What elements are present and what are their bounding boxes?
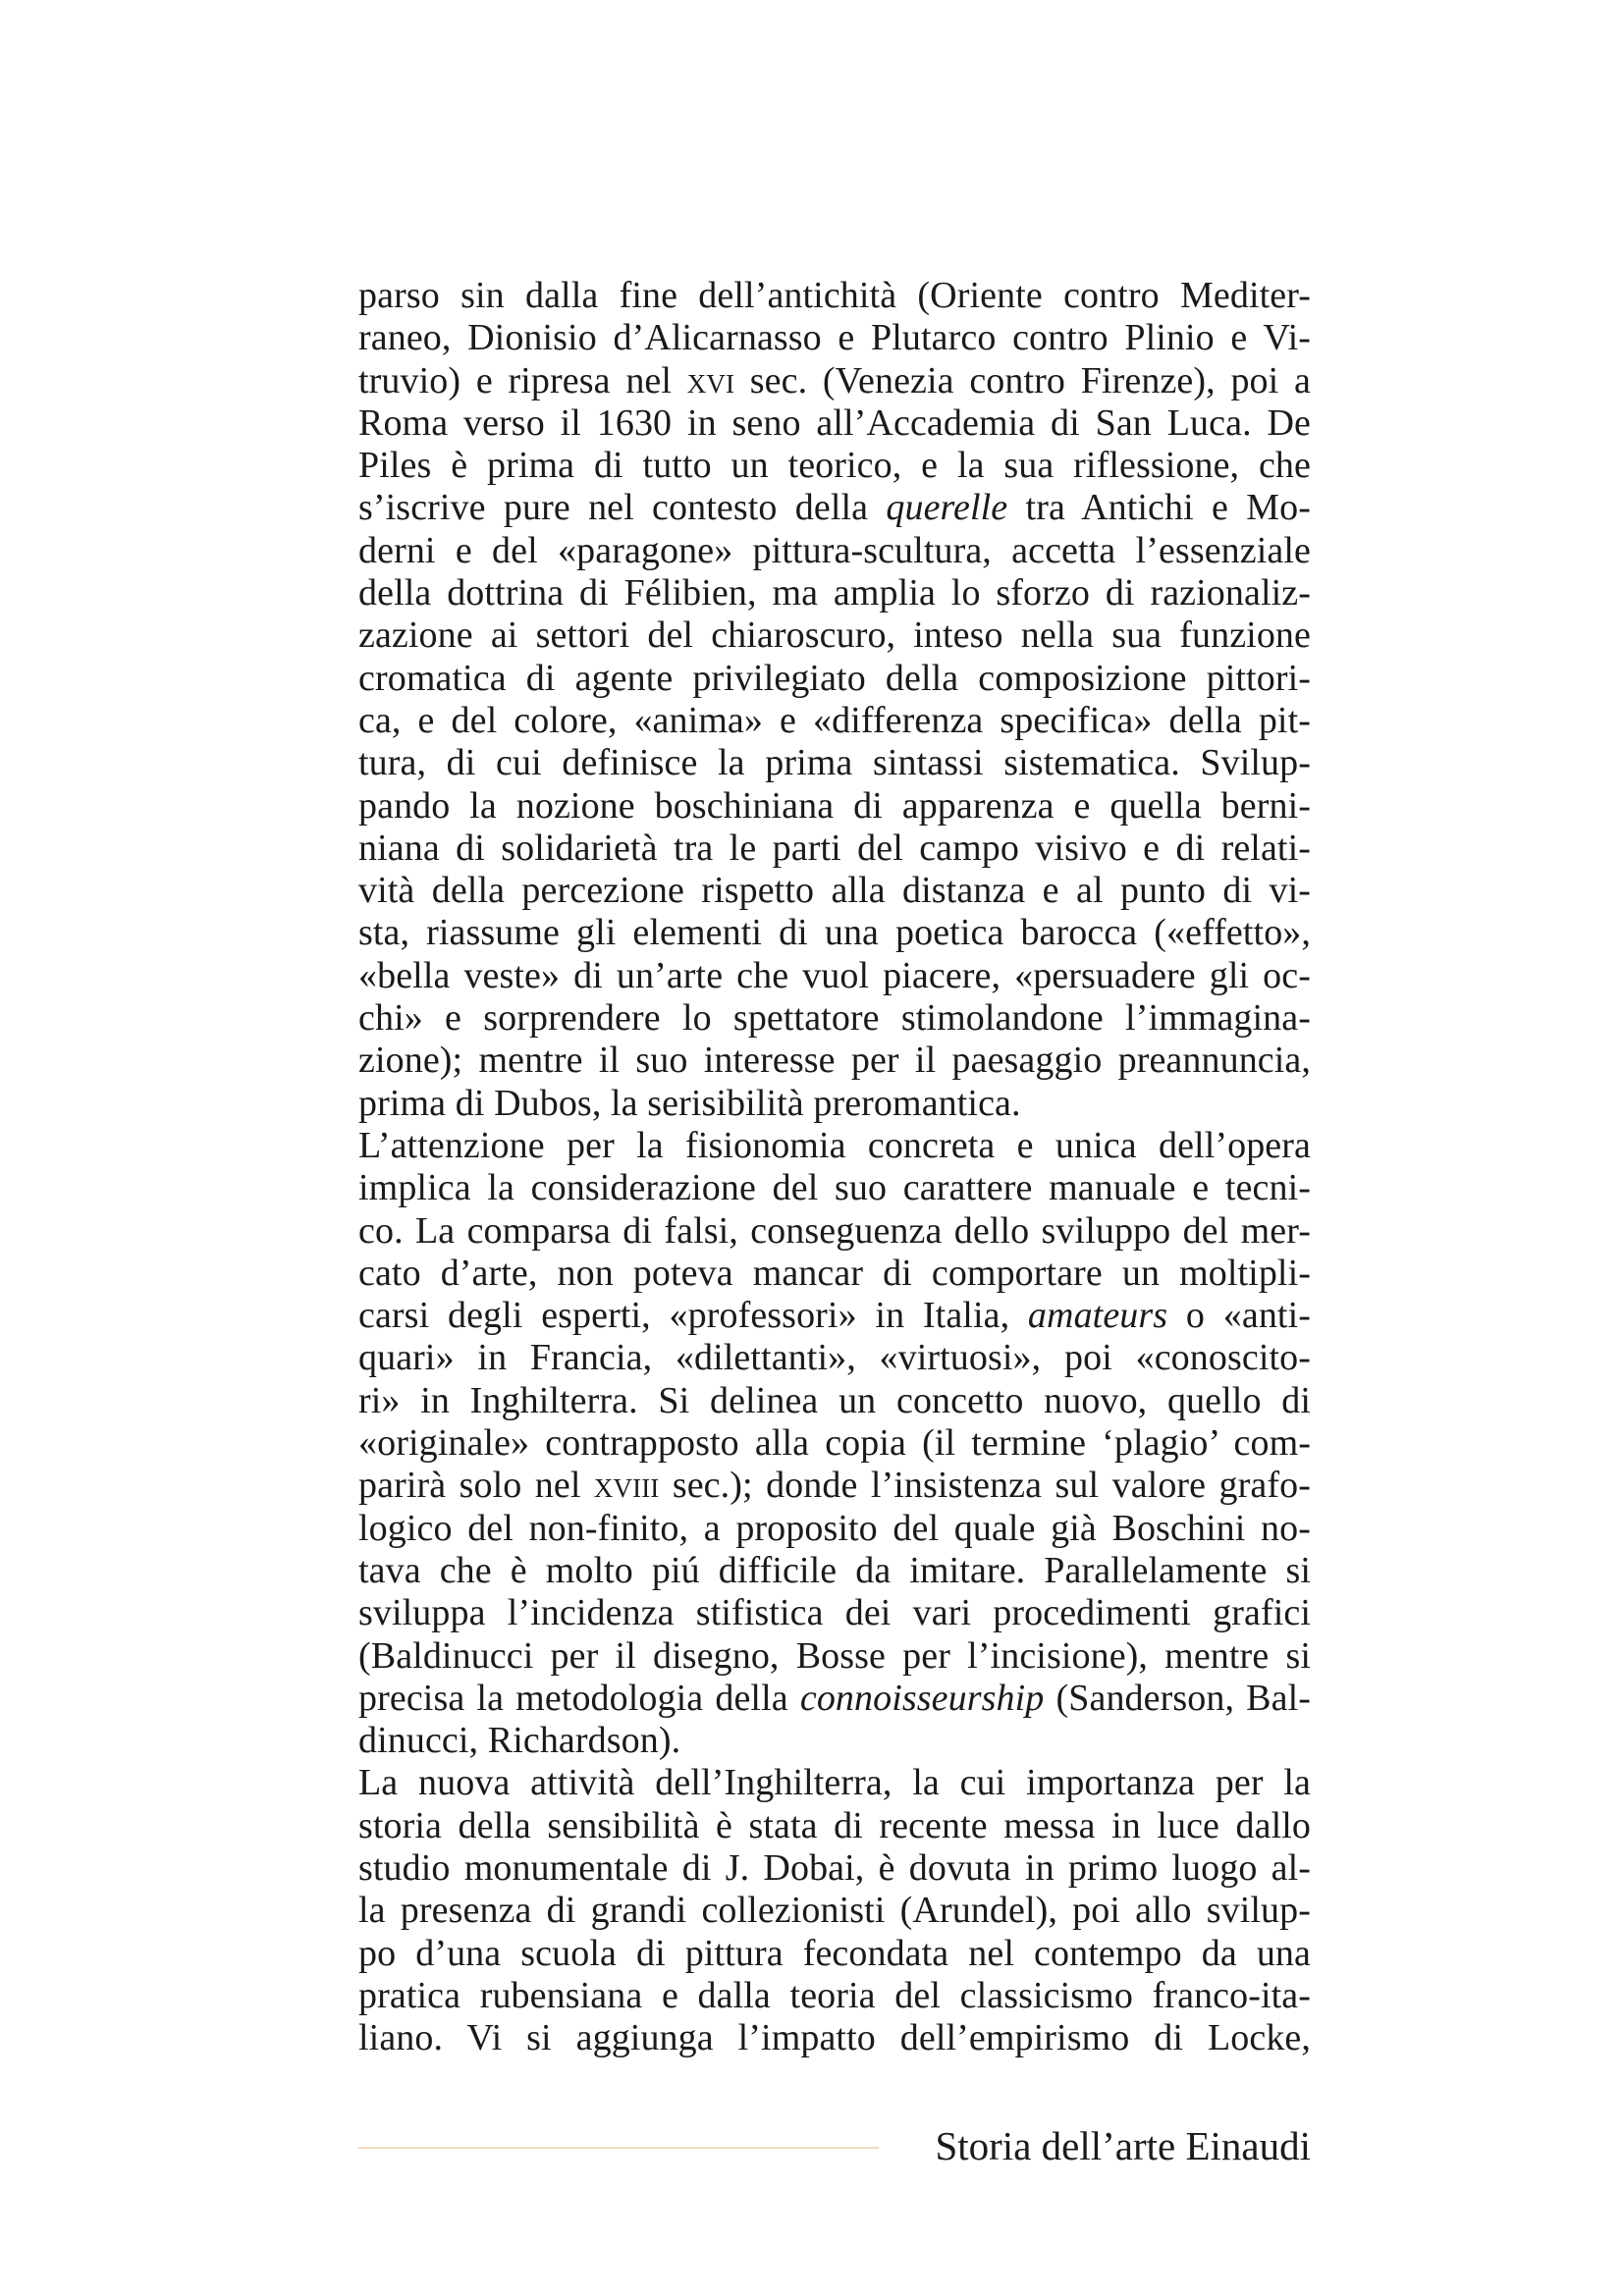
text-line	[358, 1083, 1311, 1125]
text-line	[358, 1253, 1311, 1295]
text-segment: o «anti-	[1167, 1295, 1311, 1337]
text-segment: chi» e sorprendere lo spettatore stimolandone l’immagina-	[358, 997, 1311, 1040]
text-segment: tura, di cui definisce la prima sintassi sistematica. Svilup-	[358, 742, 1311, 784]
text-segment: la presenza di grandi collezionisti (Arundel), poi allo svilup-	[358, 1890, 1311, 1932]
text-line	[358, 317, 1311, 359]
text-line	[358, 1422, 1311, 1465]
text-line	[358, 1678, 1311, 1720]
text-line	[358, 487, 1311, 529]
text-segment: Piles è prima di tutto un teorico, e la sua riflessione, che	[358, 445, 1311, 487]
text-segment: prima di Dubos, la serisibilità preromantica.	[358, 1082, 1021, 1124]
text-line	[358, 2017, 1311, 2059]
text-segment: ca, e del colore, «anima» e «differenza specifica» della pit-	[358, 699, 1311, 741]
text-line	[358, 360, 1311, 402]
text-segment: pando la nozione boschiniana di apparenza e quella berni-	[358, 784, 1311, 827]
text-segment: carsi degli esperti, «professori» in Italia,	[358, 1295, 1028, 1337]
text-segment: niana di solidarietà tra le parti del campo visivo e di relati-	[358, 827, 1311, 869]
text-line	[358, 870, 1311, 912]
text-line	[358, 700, 1311, 742]
text-segment: tra Antichi e Mo-	[1007, 487, 1311, 529]
text-line	[358, 1380, 1311, 1422]
text-line	[358, 1550, 1311, 1592]
text-line	[358, 785, 1311, 828]
italic-term: querelle	[886, 487, 1008, 529]
text-segment: sec.); donde l’insistenza sul valore grafo-	[659, 1465, 1311, 1507]
century-numeral: xvi	[686, 359, 735, 401]
text-segment: raneo, Dionisio d’Alicarnasso e Plutarco contro Plinio e Vi-	[358, 317, 1311, 359]
text-segment: «bella veste» di un’arte che vuol piacere, «persuadere gli oc-	[358, 954, 1311, 996]
text-segment: (Sanderson, Bal-	[1044, 1677, 1312, 1719]
text-line	[358, 955, 1311, 997]
text-line	[358, 658, 1311, 700]
text-line	[358, 1720, 1311, 1762]
text-line	[358, 1337, 1311, 1379]
text-line	[358, 275, 1311, 317]
text-line	[358, 402, 1311, 445]
text-line	[358, 445, 1311, 487]
text-segment: sviluppa l’incidenza stifistica dei vari procedimenti grafici	[358, 1592, 1311, 1634]
text-segment: pratica rubensiana e dalla teoria del classicismo franco-ita-	[358, 1974, 1311, 2016]
text-segment: zione); mentre il suo interesse per il paesaggio preannuncia,	[358, 1040, 1311, 1082]
text-line	[358, 1762, 1311, 1804]
text-line	[358, 1975, 1311, 2017]
text-line	[358, 1167, 1311, 1209]
text-segment: dinucci, Richardson).	[358, 1720, 681, 1762]
text-line	[358, 614, 1311, 657]
text-segment: derni e del «paragone» pittura-scultura, accetta l’essenziale	[358, 529, 1311, 571]
footer-title: Storia dell’arte Einaudi	[935, 2123, 1311, 2168]
text-segment: parirà solo nel	[358, 1465, 594, 1507]
text-line	[358, 1635, 1311, 1678]
text-line	[358, 1847, 1311, 1890]
text-segment: s’iscrive pure nel contesto della	[358, 487, 887, 529]
text-segment: storia della sensibilità è stata di recente messa in luce dallo	[358, 1804, 1311, 1846]
body-text	[358, 275, 1311, 2059]
text-segment: zazione ai settori del chiaroscuro, inteso nella sua funzione	[358, 614, 1311, 657]
text-line	[358, 1805, 1311, 1847]
text-line	[358, 1465, 1311, 1507]
text-segment: La nuova attività dell’Inghilterra, la cui importanza per la	[358, 1762, 1311, 1804]
text-line	[358, 742, 1311, 784]
text-line	[358, 1040, 1311, 1082]
text-line	[358, 997, 1311, 1040]
text-segment: truvio) e ripresa nel	[358, 359, 687, 401]
text-segment: logico del non-finito, a proposito del quale già Boschini no-	[358, 1507, 1311, 1549]
text-line	[358, 530, 1311, 572]
text-segment: sec. (Venezia contro Firenze), poi a	[734, 359, 1311, 401]
text-segment: ri» in Inghilterra. Si delinea un concetto nuovo, quello di	[358, 1379, 1311, 1421]
text-segment: parso sin dalla fine dell’antichità (Oriente contro Mediter-	[358, 275, 1311, 316]
italic-term: amateurs	[1027, 1295, 1168, 1337]
text-segment: liano. Vi si aggiunga l’impatto dell’empirismo di Locke,	[358, 2017, 1311, 2059]
text-line	[358, 1890, 1311, 1932]
text-segment: (Baldinucci per il disegno, Bosse per l’incisione), mentre si	[358, 1634, 1311, 1677]
text-segment: quari» in Francia, «dilettanti», «virtuosi», poi «conoscito-	[358, 1337, 1311, 1379]
text-line	[358, 1295, 1311, 1337]
century-numeral: xviii	[593, 1465, 660, 1507]
text-segment: precisa la metodologia della	[358, 1677, 800, 1719]
text-line	[358, 1933, 1311, 1975]
text-segment: po d’una scuola di pittura fecondata nel contempo da una	[358, 1932, 1311, 1974]
text-line	[358, 912, 1311, 954]
text-segment: co. La comparsa di falsi, conseguenza dello sviluppo del mer-	[358, 1209, 1311, 1252]
text-segment: tava che è molto piú difficile da imitare. Parallelamente si	[358, 1549, 1311, 1591]
text-line	[358, 1592, 1311, 1634]
text-segment: cato d’arte, non poteva mancar di comportare un moltipli-	[358, 1252, 1311, 1294]
text-line	[358, 1125, 1311, 1167]
text-line	[358, 1210, 1311, 1253]
text-segment: della dottrina di Félibien, ma amplia lo sforzo di razionaliz-	[358, 572, 1311, 614]
text-segment: «originale» contrapposto alla copia (il termine ‘plagio’ com-	[358, 1422, 1311, 1465]
text-line	[358, 1508, 1311, 1550]
text-segment: sta, riassume gli elementi di una poetica barocca («effetto»,	[358, 912, 1311, 954]
text-line	[358, 828, 1311, 870]
text-segment: Roma verso il 1630 in seno all’Accademia di San Luca. De	[358, 401, 1311, 444]
text-segment: vità della percezione rispetto alla distanza e al punto di vi-	[358, 870, 1311, 912]
text-segment: cromatica di agente privilegiato della composizione pittori-	[358, 657, 1311, 699]
text-segment: studio monumentale di J. Dobai, è dovuta in primo luogo al-	[358, 1846, 1311, 1889]
text-line	[358, 572, 1311, 614]
italic-term: connoisseurship	[799, 1677, 1045, 1719]
text-segment: implica la considerazione del suo carattere manuale e tecni-	[358, 1167, 1311, 1209]
text-segment: L’attenzione per la fisionomia concreta e unica dell’opera	[358, 1124, 1311, 1166]
footer-rule	[358, 2147, 879, 2149]
